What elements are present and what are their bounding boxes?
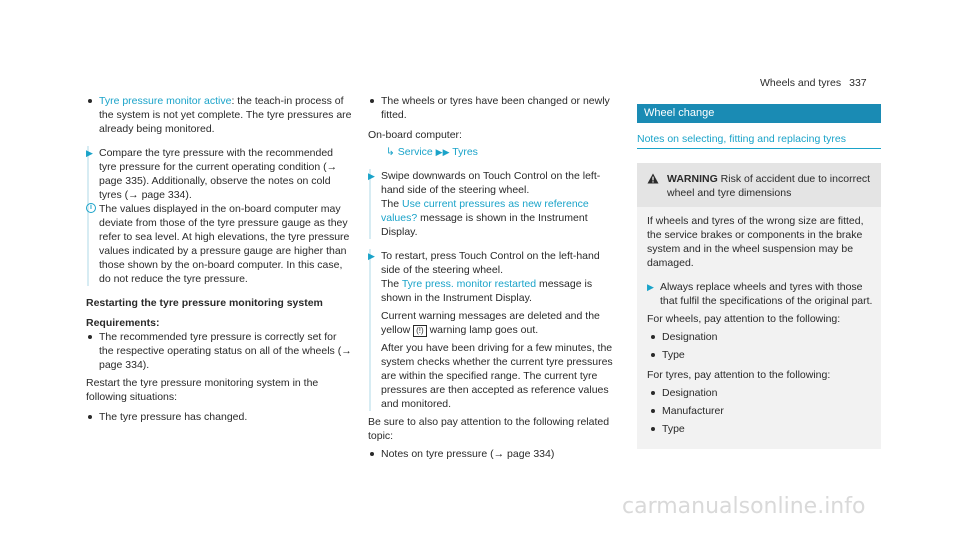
instruction-step xyxy=(86,146,352,286)
text-fragment: The xyxy=(381,278,402,290)
step-text: Always replace wheels and tyres with those that fulfil the specifications of the original part. xyxy=(660,281,873,307)
display-message-link: Tyre press. monitor restarted xyxy=(401,278,537,290)
arrow-right-icon: ▶ xyxy=(86,148,93,158)
warning-triangle-icon xyxy=(647,173,659,184)
instruction-step-replace xyxy=(647,280,873,308)
warning-description: If wheels and tyres of the wrong size are fitted, the service brakes or components in the brake system and in the wheel suspension may be damaged. xyxy=(647,215,864,269)
warning-header xyxy=(637,163,881,207)
text-fragment: Current warning messages are deleted and the yellow xyxy=(381,310,600,336)
requirement-bullet xyxy=(86,330,352,372)
section-title-bar: Wheel change xyxy=(637,104,881,123)
column-left xyxy=(86,94,352,425)
check-text: After you have been driving for a few minutes, the system checks whether the current tyre pressures are within the specified range. The current tyre pressures are then accepted as reference values and monitored. xyxy=(381,342,613,410)
onboard-label: On-board computer: xyxy=(368,129,462,141)
display-message-link: Use current pressures as new reference values? xyxy=(381,198,589,224)
requirements-heading: Requirements: xyxy=(86,317,160,329)
step-result xyxy=(381,197,620,239)
list-item xyxy=(649,422,873,436)
step-text: Compare the tyre pressure with the recommended tyre pressure for the current operating condition (→ page 335). Additionally, observe the notes on cold tyres (→ page 334). xyxy=(99,147,338,201)
warning-word: WARNING xyxy=(667,173,718,185)
section-heading: Restarting the tyre pressure monitoring system xyxy=(86,297,323,309)
related-link: Notes on tyre pressure (→ page 334) xyxy=(381,448,555,460)
text-fragment: message is shown in the Instrument Display. xyxy=(381,278,593,304)
step-content xyxy=(369,249,620,411)
text-fragment: warning lamp goes out. xyxy=(426,324,539,336)
subsection-title: Notes on selecting, fitting and replacing tyres xyxy=(637,132,881,149)
situation-bullet-2 xyxy=(368,94,620,122)
warning-title: Risk of accident due to incorrect wheel and tyre dimensions xyxy=(667,173,871,199)
arrow-right-icon: ▶ xyxy=(368,171,375,181)
header-title: Wheels and tyres xyxy=(760,77,842,89)
status-bullet xyxy=(86,94,352,136)
page-number: 337 xyxy=(849,77,867,89)
menu-service: Service xyxy=(397,146,433,158)
list-item-text: Designation xyxy=(662,331,718,343)
watermark: carmanualsonline.info xyxy=(622,494,866,519)
step-text: Swipe downwards on Touch Control on the left-hand side of the steering wheel. xyxy=(381,170,601,196)
warning-box xyxy=(637,163,881,449)
page-header xyxy=(760,76,867,90)
list-item xyxy=(649,330,873,344)
related-note: Be sure to also pay attention to the following related topic: xyxy=(368,416,610,442)
step-content xyxy=(369,169,620,239)
situation-bullet xyxy=(86,410,352,424)
list-item-text: Designation xyxy=(662,387,718,399)
step-text: To restart, press Touch Control on the left-hand side of the steering wheel. xyxy=(381,250,600,276)
situation-text: The tyre pressure has changed. xyxy=(99,411,248,423)
text-fragment: The xyxy=(381,198,403,210)
menu-hook-arrow-icon: ↳ xyxy=(386,146,395,158)
menu-path xyxy=(368,145,620,159)
restart-text: Restart the tyre pressure monitoring system in the following situations: xyxy=(86,377,319,403)
tyres-intro: For tyres, pay attention to the following: xyxy=(647,369,831,381)
tyre-pressure-lamp-icon: (!) xyxy=(413,325,427,337)
requirement-text: The recommended tyre pressure is correctly set for the respective operating status on all of the wheels (→ page 334). xyxy=(99,331,352,371)
step-result xyxy=(381,277,620,305)
status-link: Tyre pressure monitor active xyxy=(99,95,232,107)
column-right xyxy=(637,104,881,449)
column-middle xyxy=(368,94,620,462)
list-item-text: Manufacturer xyxy=(662,405,724,417)
menu-tyres: Tyres xyxy=(452,146,478,158)
wheels-intro: For wheels, pay attention to the following: xyxy=(647,313,841,325)
situation-text-2: The wheels or tyres have been changed or newly fitted. xyxy=(381,95,610,121)
list-item xyxy=(649,348,873,362)
instruction-step-restart xyxy=(368,249,620,411)
step-content xyxy=(87,146,352,286)
status-text: : the teach-in process of the system is not yet complete. The tyre pressures are already being monitored. xyxy=(99,95,352,135)
info-text: The values displayed in the on-board computer may deviate from those of the tyre pressure gauge as they refer to sea level. At high elevations, the tyre pressure values indicated by a pressure gauge are higher than those shown by the on-board computer. In this case, do not reduce the tyre pressure. xyxy=(99,203,350,285)
info-icon: i xyxy=(86,203,96,213)
list-item-text: Type xyxy=(662,349,685,361)
list-item xyxy=(649,386,873,400)
list-item xyxy=(649,404,873,418)
info-note xyxy=(86,202,352,286)
double-chevron-icon: ▶▶ xyxy=(435,147,450,157)
text-fragment: message is shown in the Instrument Display. xyxy=(381,212,588,238)
warning-body xyxy=(637,207,881,449)
arrow-right-icon: ▶ xyxy=(368,251,375,261)
related-bullet xyxy=(368,447,620,461)
list-item-text: Type xyxy=(662,423,685,435)
lamp-text xyxy=(381,309,620,337)
arrow-right-icon: ▶ xyxy=(647,282,654,292)
instruction-step-swipe xyxy=(368,169,620,239)
